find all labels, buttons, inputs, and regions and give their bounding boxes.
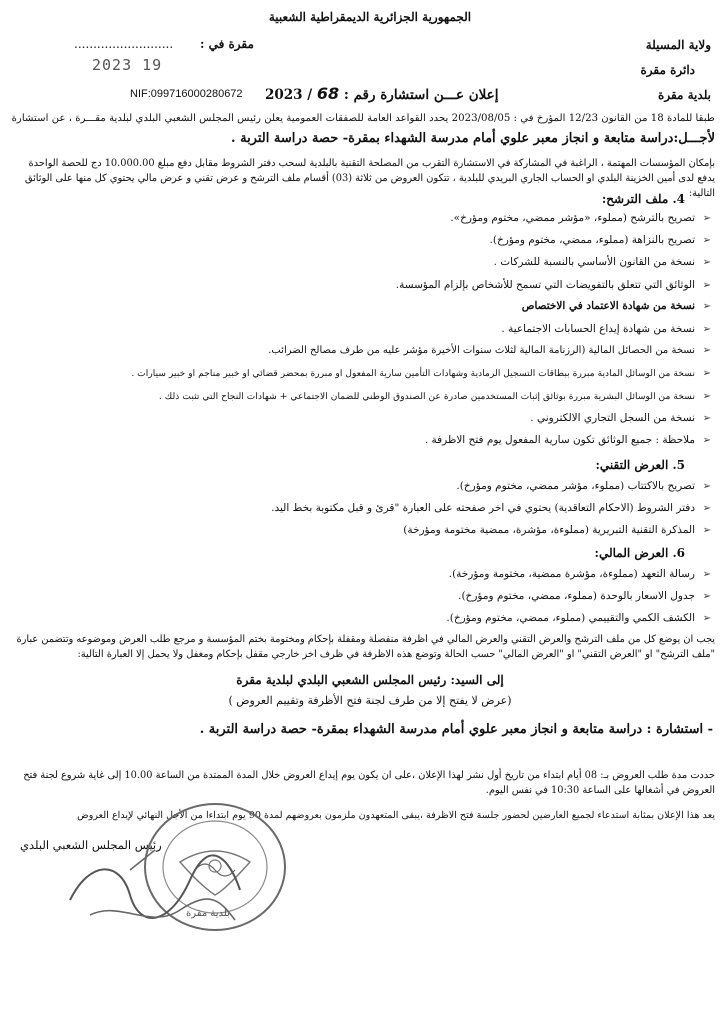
daira-label: دائرة مقرة: [640, 63, 695, 77]
signature-title: رئيس المجلس الشعبي البلدي: [20, 838, 162, 852]
arrow-bullet-icon: ➢: [702, 613, 711, 624]
technical-item: ➢تصريح بالاكتتاب (مملوء، مؤشر ممضي، مختوم ومؤرخ).: [456, 480, 711, 492]
arrow-bullet-icon: ➢: [702, 280, 711, 291]
arrow-bullet-icon: ➢: [702, 391, 711, 402]
candidacy-item: ➢نسخة من شهادة إيداع الحسابات الاجتماعية .: [501, 323, 711, 335]
financial-item: ➢جدول الاسعار بالوحدة (مملوء، ممضي، مختوم ومؤرخ).: [458, 590, 711, 602]
arrow-bullet-icon: ➢: [702, 525, 711, 536]
announcement-year: / 2023: [265, 87, 313, 103]
candidacy-item: ➢نسخة من شهادة الاعتماد في الاختصاص: [521, 300, 711, 312]
invitation-paragraph: يعد هذا الإعلان بمثابة استدعاء لجميع العارضين لحضور جلسة فتح الاظرفة ،يبقى المتعهدون ملزمون بعروضهم لمدة 90 يوم ابتداءا من الأجل النهائي لإيداع العروض: [77, 810, 715, 821]
candidacy-item: ➢الوثائق التي تتعلق بالتفويضات التي تسمح للأشخاص بإلزام المؤسسة.: [395, 279, 711, 291]
candidacy-item: ➢نسخة من الحصائل المالية (الرزنامة المالية لثلاث سنوات الأخيرة مؤشر عليه من طرف مصالح الضرائب.: [268, 345, 711, 356]
candidacy-item: ➢نسخة من القانون الأساسي بالنسبة للشركات .: [493, 256, 711, 268]
arrow-bullet-icon: ➢: [702, 368, 711, 379]
candidacy-note: ➢ملاحظة : جميع الوثائق تكون سارية المفعول يوم فتح الاظرفة .: [424, 434, 711, 446]
candidacy-item: ➢نسخة من السجل التجاري الالكتروني .: [530, 412, 711, 424]
arrow-bullet-icon: ➢: [702, 213, 711, 224]
made-in-label: مقرة في :: [200, 37, 254, 51]
announcement-title: [265, 84, 499, 103]
seal-text: بلدية مقرة: [186, 908, 230, 919]
arrow-bullet-icon: ➢: [702, 435, 711, 446]
do-not-open-line: (عرض لا يفتح إلا من طرف لجنة فتح الأظرفة وتقييم العروض ): [228, 694, 512, 707]
arrow-bullet-icon: ➢: [702, 591, 711, 602]
technical-heading: 5. العرض التقني:: [595, 458, 685, 472]
nif-number: NIF:099716000280672: [130, 88, 243, 100]
arrow-bullet-icon: ➢: [702, 235, 711, 246]
arrow-bullet-icon: ➢: [702, 569, 711, 580]
financial-item: ➢الكشف الكمي والتقييمي (مملوء، ممضي، مختوم ومؤرخ).: [446, 612, 711, 624]
candidacy-item: ➢تصريح بالترشح (مملوء، «مؤشر ممضي، مختوم ومؤرخ».: [450, 212, 711, 224]
arrow-bullet-icon: ➢: [702, 503, 711, 514]
baladiya-label: بلدية مقرة: [658, 88, 711, 102]
technical-item: ➢المذكرة التقنية التبريرية (مملوءة، مؤشرة، ممضية مختومة ومؤرخة): [403, 524, 711, 536]
financial-item: ➢رسالة التعهد (مملوءة، مؤشرة ممضية، مختومة ومؤرخة).: [448, 568, 711, 580]
announcement-title-text: إعلان عـــن استشارة رقم :: [343, 87, 499, 103]
arrow-bullet-icon: ➢: [702, 301, 711, 312]
candidacy-item: ➢تصريح بالنزاهة (مملوء، ممضي، مختوم ومؤرخ).: [489, 234, 711, 246]
candidacy-item: ➢نسخة من الوسائل المادية مبررة ببطاقات التسجيل الرمادية وشهادات التأمين سارية المفعول او مبررة بمحضر قضائي او خبير مناجم او خبير سيارات .: [131, 368, 711, 379]
arrow-bullet-icon: ➢: [702, 413, 711, 424]
technical-item: ➢دفتر الشروط (الاحكام التعاقدية) يحتوي في اخر صفحته على العبارة "قرئ و قبل مكتوبة بخط اليد.: [271, 502, 711, 514]
candidacy-heading: 4. ملف الترشح:: [601, 192, 685, 206]
purpose-line: لأجـــل:دراسة متابعة و انجاز معبر علوي أمام مدرسة الشهداء بمقرة- حصة دراسة التربة .: [231, 131, 715, 146]
arrow-bullet-icon: ➢: [702, 345, 711, 356]
announcement-number: 68: [316, 84, 340, 103]
deadline-paragraph: حددت مدة طلب العروض بـ: 08 أيام ابتداء من تاريخ أول نشر لهذا الإعلان ،على ان يكون يوم إيداع العروض خلال المدة الممتدة من الساعة 10.00 إلى غاية شروع لجنة فتح العروض في أشغالها على الساعة 10:30 في نفس اليوم.: [23, 770, 715, 796]
envelope-instructions: يجب ان يوضع كل من ملف الترشح والعرض التقني والعرض المالي في اظرفة منفصلة ومقفلة بإحكام ومختومة بختم المؤسسة و مرجع طلب العرض وموضوعه وتتضمن عبارة "ملف الترشح" او "العرض التقني" او "العرض المالي" حسب الحالة وتوضع هذه الاظرفة في ظرف اخر خارجي مقفل بإحكام ومغفل ولا يحمل إلا العبارة التالية:: [16, 634, 715, 660]
consultation-label: - استشارة : دراسة متابعة و انجاز معبر علوي أمام مدرسة الشهداء بمقرة- حصة دراسة التربة .: [199, 722, 713, 737]
handwritten-signature: [60, 840, 250, 940]
arrow-bullet-icon: ➢: [702, 481, 711, 492]
candidacy-item: ➢نسخة من الوسائل البشرية مبررة بوثائق إثبات المستخدمين صادرة عن الصندوق الوطني للضمان الاجتماعي + شهادات النجاح التي تثبت ذلك .: [158, 391, 711, 402]
addressee-line: إلى السيد: رئيس المجلس الشعبي البلدي لبلدية مقرة: [236, 673, 504, 687]
wilaya-label: ولاية المسيلة: [645, 38, 711, 52]
reception-date-stamp: 2023 19: [92, 56, 163, 74]
eligibility-paragraph: بإمكان المؤسسات المهتمة ، الراغبة في المشاركة في الاستشارة التقرب من المصلحة التقنية بالبلدية لسحب دفتر الشروط مقابل دفع مبلغ 10.000.00 دج للحصة الواحدة يدفع لدى أمين الخزينة البلدي او الحساب الجاري البريدي للبلدية ، تتكون العروض من ثلاثة (03) أقسام ملف الترشح و عرض تقني و عرض مالي يحتوي كل منها على الوثائق التالية:: [24, 158, 715, 199]
made-in-dots: ..........................: [74, 37, 174, 51]
financial-heading: 6. العرض المالي:: [594, 546, 685, 560]
arrow-bullet-icon: ➢: [702, 324, 711, 335]
intro-paragraph: طبقا للمادة 18 من القانون 12/23 المؤرخ في : 2023/08/05 يحدد القواعد العامة للصفقات العمومية يعلن رئيس المجلس الشعبي البلدي لبلدية مقـــرة ، عن استشارة: [11, 113, 715, 124]
republic-header: الجمهورية الجزائرية الديمقراطية الشعبية: [268, 10, 472, 24]
arrow-bullet-icon: ➢: [702, 257, 711, 268]
